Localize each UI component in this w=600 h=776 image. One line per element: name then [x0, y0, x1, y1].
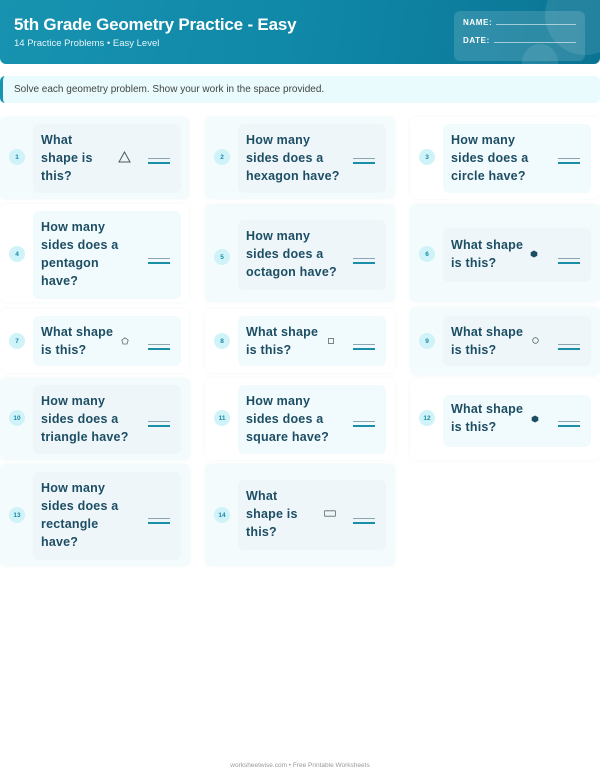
problem-card — [205, 464, 395, 566]
answer-line[interactable] — [353, 258, 375, 264]
answer-line[interactable] — [353, 518, 375, 524]
problem-card — [0, 378, 190, 460]
answer-line[interactable] — [148, 344, 170, 350]
problem-number-badge: 7 — [9, 333, 25, 349]
question-text: What shape is this? — [41, 325, 114, 357]
problem-card — [0, 464, 190, 566]
date-label: DATE: — [463, 36, 490, 45]
answer-line[interactable] — [558, 344, 580, 350]
answer-line[interactable] — [353, 344, 375, 350]
problem-card — [0, 204, 189, 302]
problem-number-badge: 4 — [9, 246, 25, 262]
name-date-box — [454, 11, 585, 61]
problem-card — [205, 204, 395, 302]
date-line — [494, 42, 576, 43]
problem-card — [205, 378, 395, 460]
circle-outline-icon — [532, 337, 539, 344]
triangle-outline-icon — [118, 151, 131, 163]
problem-number-badge: 10 — [9, 410, 25, 426]
hexagon-filled-icon — [531, 415, 539, 423]
question-text: How many sides does a hexagon have? — [246, 133, 340, 183]
page-title: 5th Grade Geometry Practice - Easy — [14, 15, 297, 34]
problem-number-badge: 12 — [419, 410, 435, 426]
pentagon-outline-icon — [121, 337, 129, 345]
answer-line[interactable] — [353, 421, 375, 427]
problem-number-badge: 8 — [214, 333, 230, 349]
answer-line[interactable] — [148, 518, 170, 524]
question-text: What shape is this? — [41, 133, 93, 183]
footer-text: worksheetwise.com • Free Printable Worksheets — [230, 762, 370, 769]
problem-card — [0, 117, 189, 199]
question-text: How many sides does a triangle have? — [41, 394, 129, 444]
answer-line[interactable] — [353, 158, 375, 164]
problem-number-badge: 3 — [419, 149, 435, 165]
rectangle-outline-icon — [324, 510, 336, 517]
question-text: What shape is this? — [246, 489, 298, 539]
page-subtitle: 14 Practice Problems • Easy Level — [14, 38, 160, 49]
question-text: How many sides does a square have? — [246, 394, 329, 444]
instructions-banner: Solve each geometry problem. Show your work in the space provided. — [0, 76, 600, 103]
answer-line[interactable] — [558, 421, 580, 427]
question-text: How many sides does a rectangle have? — [41, 481, 119, 549]
question-text: What shape is this? — [451, 402, 524, 434]
name-line — [496, 24, 576, 25]
question-text: How many sides does a pentagon have? — [41, 220, 119, 288]
problem-card — [205, 309, 395, 373]
problem-number-badge: 5 — [214, 249, 230, 265]
hexagon-filled-icon — [530, 250, 538, 258]
problem-card — [410, 117, 600, 199]
square-outline-icon — [328, 338, 334, 344]
problem-number-badge: 6 — [419, 246, 435, 262]
question-text: What shape is this? — [246, 325, 319, 357]
answer-line[interactable] — [148, 258, 170, 264]
problem-number-badge: 14 — [214, 507, 230, 523]
problem-number-badge: 13 — [9, 507, 25, 523]
question-text: What shape is this? — [451, 325, 524, 357]
worksheet-header — [0, 0, 600, 64]
answer-line[interactable] — [558, 258, 580, 264]
answer-line[interactable] — [558, 158, 580, 164]
problem-number-badge: 9 — [419, 333, 435, 349]
problem-card — [410, 204, 600, 302]
answer-line[interactable] — [148, 158, 170, 164]
problem-card — [410, 307, 600, 375]
question-text: What shape is this? — [451, 238, 524, 270]
problem-number-badge: 1 — [9, 149, 25, 165]
question-text: How many sides does a circle have? — [451, 133, 529, 183]
date-field[interactable] — [463, 36, 576, 45]
name-field[interactable] — [463, 18, 576, 27]
problem-card — [205, 117, 395, 199]
problem-number-badge: 11 — [214, 410, 230, 426]
problem-number-badge: 2 — [214, 149, 230, 165]
question-text: How many sides does a octagon have? — [246, 229, 337, 279]
problem-card — [0, 309, 189, 373]
problem-card — [410, 378, 600, 460]
answer-line[interactable] — [148, 421, 170, 427]
name-label: NAME: — [463, 18, 493, 27]
